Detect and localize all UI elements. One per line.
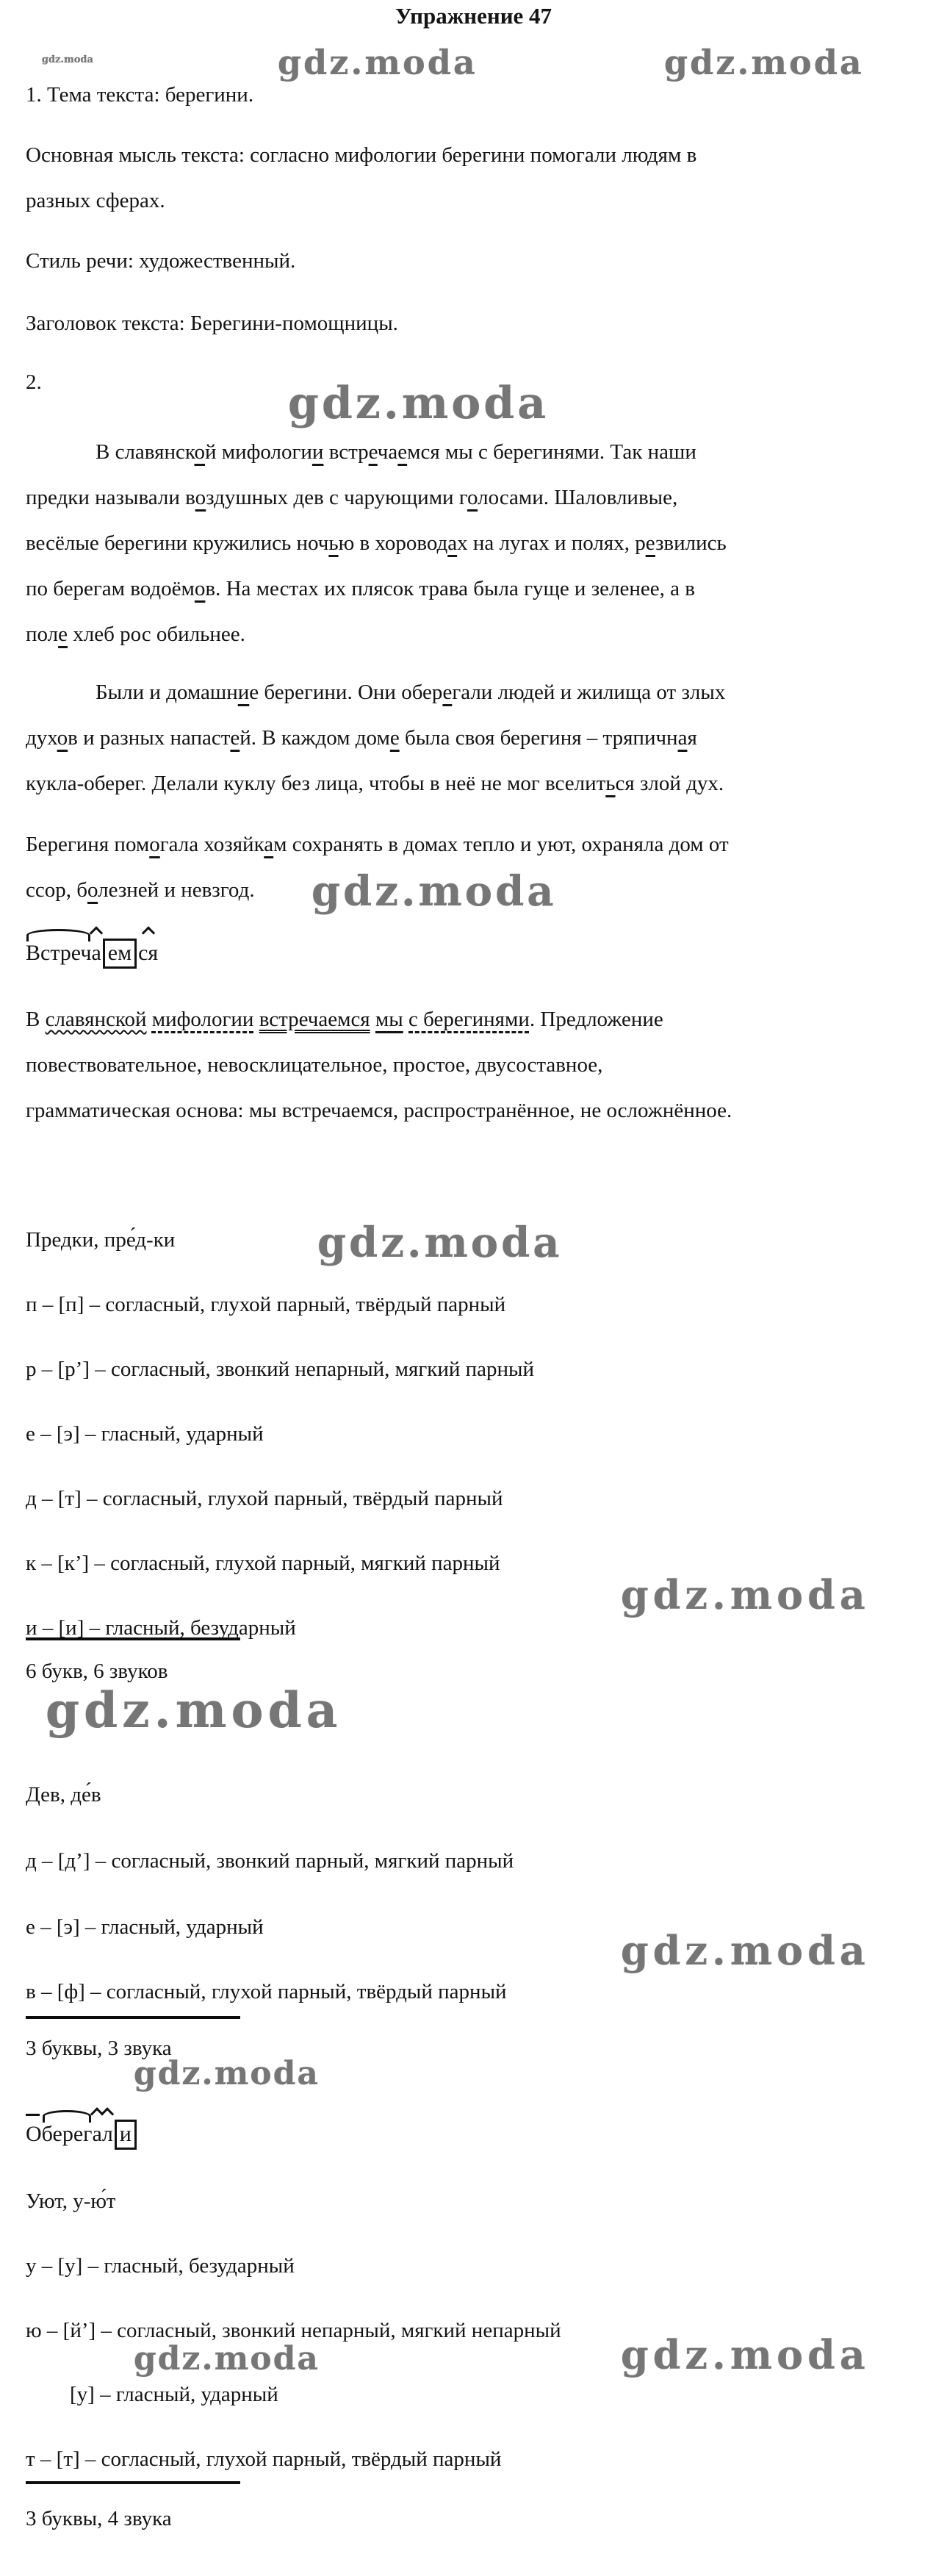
text-segment: звились [655,531,727,555]
text-segment: пол [26,623,59,646]
text-segment: ссор, б [26,878,87,902]
text-segment: ча [377,440,398,464]
watermark-text: gdz.moda [134,2055,320,2092]
section-divider [26,1637,240,1640]
text-segment: е [389,726,400,750]
suffix-morpheme: л [102,2120,113,2148]
phonetic-line: т – [т] – согласный, глухой парный, твёрдый парный [26,2447,502,2471]
text-segment: ся злой дух. [615,772,724,795]
watermark-text: gdz.moda [317,1219,563,1267]
text-segment: й. В каждом дом [240,726,390,750]
section-divider [26,2481,240,2484]
watermark-text: gdz.moda [278,43,478,82]
text-segment: й мифологи [204,440,312,464]
suffix-morpheme: а [92,2120,101,2148]
text-segment: В [26,1008,46,1031]
essay-paragraph-3 [26,822,929,913]
morpheme-word-oberegali [26,2120,929,2150]
root-morpheme: Встреч [26,939,91,967]
phonetic-line: д – [т] – согласный, глухой парный, твёрдый парный [26,1487,503,1510]
text-segment: е [645,531,655,555]
text-segment [147,1008,152,1031]
text-segment: Были и домашн [96,681,238,704]
text-segment: встречаемся [259,1008,370,1031]
text-segment: е [368,440,378,464]
text-theme: 1. Тема текста: берегини. [26,83,254,107]
text-segment: ь [328,531,339,555]
sentence-analysis [26,997,929,1133]
phonetic-line: ю – [й’] – согласный, звонкий непарный, мягкий непарный [26,2319,561,2342]
phonetic-line: р – [р’] – согласный, звонкий непарный, мягкий парный [26,1357,535,1381]
phonetic-line: в – [ф] – согласный, глухой парный, твёрдый парный [26,1980,507,2003]
watermark-text: gdz.moda [664,43,864,82]
text-segment: с берегинями [408,1008,530,1031]
text-segment: о [194,440,205,464]
text-segment: а [447,531,458,555]
text-segment: о [57,726,68,750]
text-segment: о [195,486,206,509]
text-text-title: Заголовок текста: Берегини-помощницы. [26,312,398,335]
suffix-morpheme: а [91,939,101,967]
text-segment: о [467,486,478,509]
text-segment [253,1008,259,1031]
phonetic-line: к – [к’] – согласный, глухой парный, мягкий парный [26,1551,500,1575]
phonetic-line: и – [и] – гласный, безударный [26,1616,296,1640]
text-segment: о [149,833,160,856]
text-segment: славянской [45,1008,147,1031]
text-segment: встр [323,440,369,464]
text-segment: е берегини. Они обер [249,681,443,704]
ending-morpheme: ем [103,939,137,969]
text-segment: была своя берегиня – тряпичн [399,726,678,750]
text-segment: разных сферах. [26,189,165,212]
phonetic-heading-dev: Дев, де́в [26,1783,101,1807]
text-segment: о [194,577,206,600]
text-segment: гали людей и жилища от злых [452,681,726,704]
text-segment: и [237,681,250,704]
text-segment: е [58,623,68,646]
phonetic-line: у – [у] – гласный, безударный [26,2254,295,2278]
phonetic-total: 3 буквы, 4 звука [26,2507,172,2530]
watermark-text: gdz.moda [621,1571,870,1618]
essay-paragraph-2 [26,670,929,806]
morpheme-word-vstrechaemsya [26,939,929,969]
watermark-text: gdz.moda [288,378,550,429]
text-segment: Берегиня пом [26,833,150,856]
text-segment: в и разных напаст [68,726,231,750]
section-divider [26,2016,240,2019]
text-segment: х на лугах и полях, р [457,531,646,555]
essay-paragraph-1 [26,429,929,657]
suffix-morpheme: ся [138,939,158,967]
text-segment: кукла-оберег. Делали куклу без лица, чтобы в неё не мог вселит [26,772,606,795]
text-segment: здушных дев с чарующими г [206,486,467,509]
phonetic-line: е – [э] – гласный, ударный [26,1915,264,1939]
text-segment: В славянск [96,440,195,464]
root-morpheme: берег [42,2120,93,2148]
text-segment: е [397,440,408,464]
text-segment [403,1008,408,1031]
watermark-text: gdz.moda [134,2340,320,2378]
watermark-text: gdz.moda [42,54,94,65]
text-segment: лосами. Шаловливые, [478,486,678,509]
text-segment: повествовательное, невосклицательное, простое, двусоставное, [26,1053,603,1077]
ending-morpheme: и [115,2120,137,2150]
phonetic-line-indented: [у] – гласный, ударный [70,2383,278,2406]
phonetic-line: е – [э] – гласный, ударный [26,1422,264,1446]
exercise-title: Упражнение 47 [395,3,552,29]
text-segment: весёлые берегини кружились ноч [26,531,329,555]
text-segment: о [87,878,98,902]
text-segment: лезней и невзгод. [98,878,255,902]
text-segment: и [312,440,324,464]
watermark-text: gdz.moda [621,2331,870,2378]
text-segment: в. На местах их плясок трава была гуще и зеленее, а в [205,577,695,600]
watermark-text: gdz.moda [46,1682,342,1739]
text-segment: мифологии [151,1008,254,1031]
text-segment: Основная мысль текста: согласно мифологии берегини помогали людям в [26,143,697,167]
phonetic-total: 3 буквы, 3 звука [26,2037,172,2060]
text-speech-style: Стиль речи: художественный. [26,249,296,273]
text-segment: м сохранять в домах тепло и уют, охраняла дом от [273,833,729,856]
phonetic-total: 6 букв, 6 звуков [26,1660,168,1683]
text-segment: е [230,726,240,750]
phonetic-line: д – [д’] – согласный, звонкий парный, мягкий парный [26,1849,514,1873]
item-2-label: 2. [26,370,42,394]
text-segment: а [264,833,274,856]
text-segment: по берегам водоём [26,577,195,600]
text-segment: а [677,726,688,750]
text-main-idea [26,132,929,223]
text-segment: я [687,726,697,750]
text-segment: ь [605,772,616,795]
text-segment: . Предложение [529,1008,663,1031]
phonetic-heading-uyut: Уют, у-ю́т [26,2189,116,2213]
text-segment: гала хозяйк [159,833,264,856]
text-segment: дух [26,726,57,750]
text-segment [370,1008,375,1031]
watermark-text: gdz.moda [621,1927,870,1974]
text-segment: мся мы с берегинями. Так наши [407,440,696,464]
text-segment: грамматическая основа: мы встречаемся, распространённое, не осложнённое. [26,1099,732,1122]
text-segment: предки называли в [26,486,195,509]
prefix-morpheme: О [26,2120,42,2148]
text-segment: е [442,681,453,704]
text-segment: хлеб рос обильнее. [67,623,245,646]
phonetic-heading-predki: Предки, пре́д-ки [26,1228,176,1252]
phonetic-line: п – [п] – согласный, глухой парный, твёрдый парный [26,1293,506,1316]
text-segment: ю в хоровод [338,531,448,555]
text-segment: мы [375,1008,403,1031]
watermark-text: gdz.moda [312,867,557,916]
